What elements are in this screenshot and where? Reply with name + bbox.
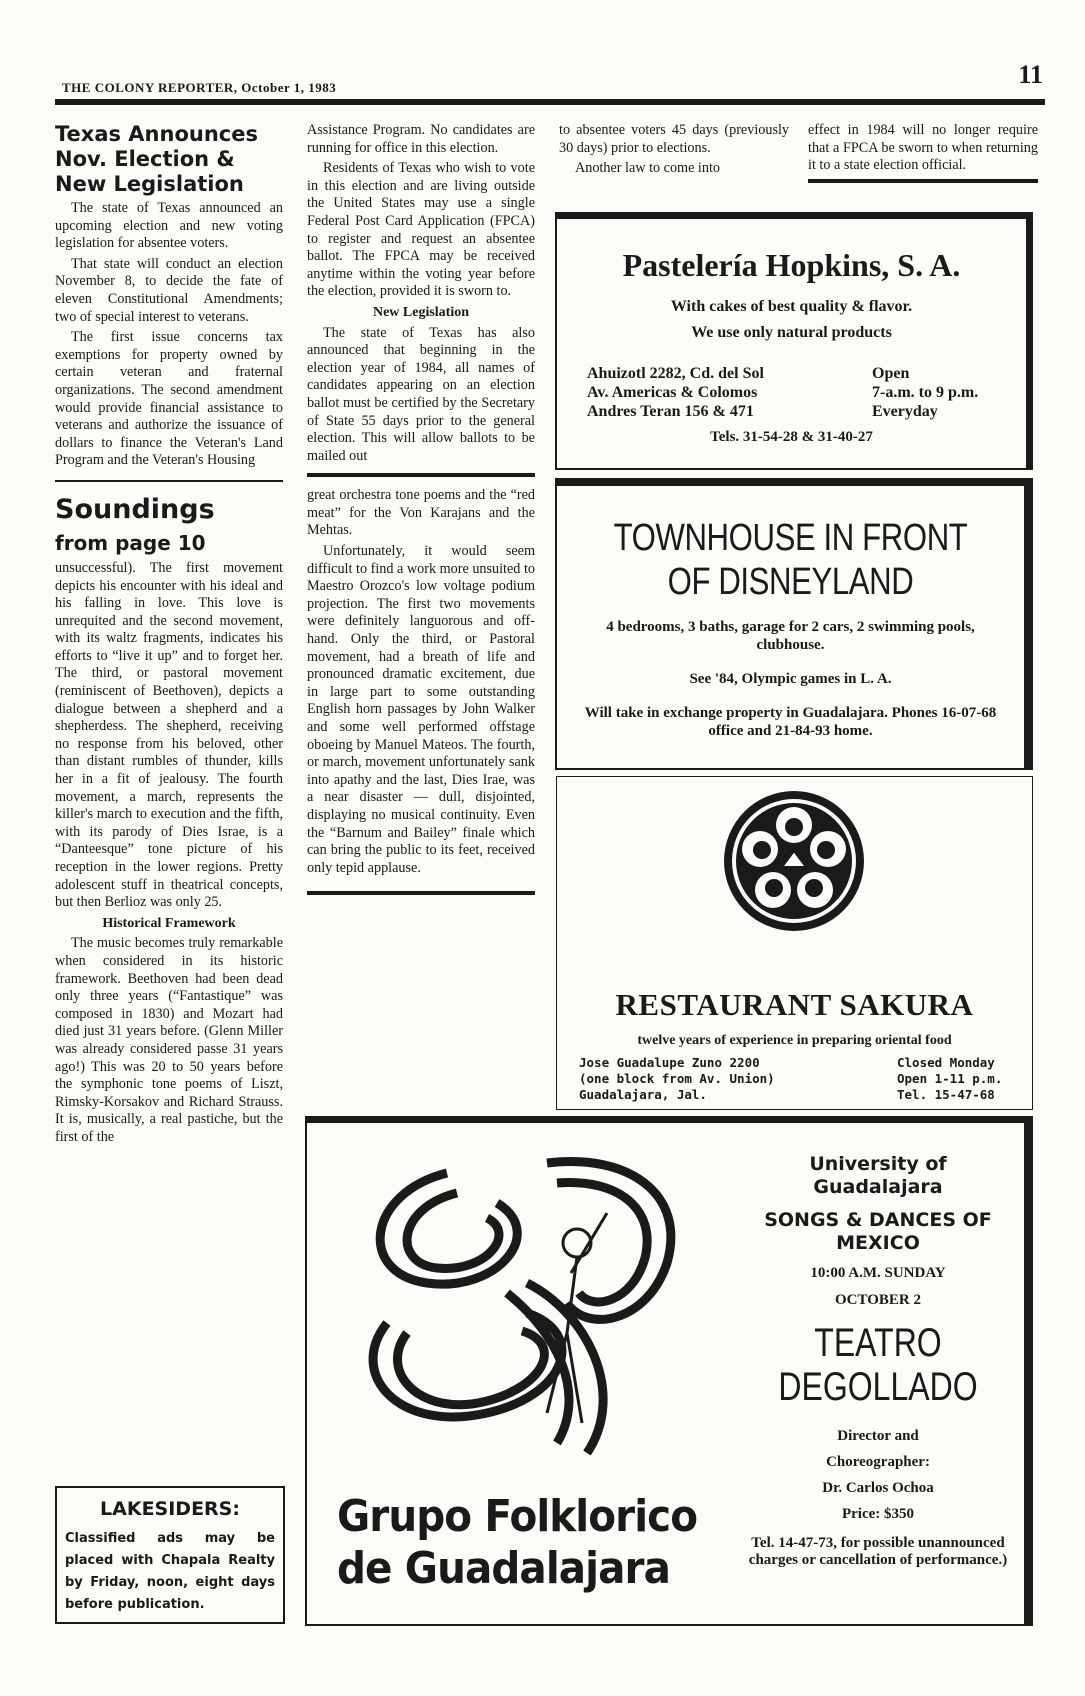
address-line: Jose Guadalupe Zuno 2200 bbox=[579, 1055, 760, 1070]
hours-line: Open 1-11 p.m. bbox=[897, 1071, 1003, 1086]
lakesiders-title: LAKESIDERS: bbox=[100, 1498, 240, 1520]
ad-folklorico-university: University of Guadalajara bbox=[809, 1153, 947, 1198]
soundings-paragraph: unsuccessful). The first movement depicts his encounter with his ideal and his falling in love. This love is unrequited and the second movement, with its waltz fragments, indicates his efforts to “live it up” and to forget her. The third, or pastoral movement (reminiscent of Beethoven), depicts a dialogue between a shepherd and a shepherdess. The shepherd, receiving no response from his beloved, other than distant rumbles of thunder, kills her in a fit of jealousy. The fourth movement, a march, represents the killer's march to execution and the fifth, with its parody of Dies Israe, is a “Danteesque” tone picture of his reception in the lower regions. Pretty adolescent stuff in theatrical concepts, but then Berlioz was only 25. bbox=[55, 559, 283, 911]
address-line: Guadalajara, Jal. bbox=[579, 1087, 707, 1102]
ad-folklorico-group bbox=[337, 1491, 705, 1595]
texas-paragraph: The state of Texas has also announced that beginning in the election year of 1984, all names of candidates appearing on an election ballot must be certified by the Secretary of State 55 days prior to the general election. This will allow ballots to be mailed out bbox=[307, 324, 535, 464]
ad-pasteleria-name: Pastelería Hopkins, S. A. bbox=[622, 247, 961, 283]
price-line: Price: $350 bbox=[841, 1506, 915, 1522]
page-number: 11 bbox=[1018, 60, 1043, 89]
texas-subhead: New Legislation bbox=[372, 304, 470, 320]
ad-sakura-name: RESTAURANT SAKURA bbox=[615, 987, 974, 1022]
address-line: (one block from Av. Union) bbox=[579, 1071, 775, 1086]
texas-paragraph: The state of Texas announced an upcoming election and new voting legislation for absentee voters. bbox=[55, 200, 283, 252]
hours-line: 7-a.m. to 9 p.m. bbox=[872, 384, 979, 401]
ad-townhouse-olympics: See '84, Olympic games in L. A. bbox=[689, 671, 892, 687]
headline-line: OF DISNEYLAND bbox=[667, 561, 914, 603]
group-name-line: de Guadalajara bbox=[337, 1543, 670, 1594]
soundings-subhead: from page 10 bbox=[55, 530, 206, 555]
ad-folklorico-show: SONGS & DANCES OF MEXICO bbox=[764, 1209, 992, 1254]
lakesiders-box bbox=[55, 1486, 285, 1624]
director-line: Dr. Carlos Ochoa bbox=[822, 1480, 934, 1496]
address-line: Av. Americas & Colomos bbox=[587, 384, 758, 401]
ad-townhouse-features: 4 bedrooms, 3 baths, garage for 2 cars, 2 swimming pools, clubhouse. bbox=[606, 619, 975, 653]
venue-line: TEATRO bbox=[814, 1321, 942, 1365]
ad-folklorico-info bbox=[743, 1153, 1013, 1569]
ad-sakura-hours bbox=[897, 1055, 1002, 1103]
divider bbox=[307, 891, 535, 895]
director-line: Director and bbox=[837, 1428, 919, 1444]
hours-line: Everyday bbox=[872, 403, 938, 420]
ad-pasteleria-hours bbox=[872, 364, 978, 421]
lakesiders-body: Classified ads may be placed with Chapala Realty by Friday, noon, eight days before publication. bbox=[65, 1531, 275, 1612]
address-line: Andres Teran 156 & 471 bbox=[587, 403, 754, 420]
ad-sakura bbox=[556, 776, 1033, 1110]
column-4 bbox=[808, 122, 1038, 183]
ad-folklorico-time: 10:00 A.M. SUNDAY bbox=[810, 1265, 946, 1281]
ad-folklorico-tel: Tel. 14-47-73, for possible unannounced charges or cancellation of performance.) bbox=[748, 1535, 1008, 1568]
column-1 bbox=[55, 122, 283, 1150]
address-line: Ahuizotl 2282, Cd. del Sol bbox=[587, 365, 764, 382]
column-3 bbox=[559, 122, 789, 181]
ad-pasteleria-line: We use only natural products bbox=[691, 324, 892, 341]
hours-line: Open bbox=[872, 365, 910, 382]
ad-pasteleria-addresses bbox=[587, 364, 764, 421]
soundings-paragraph: Unfortunately, it would seem difficult to find a work more unsuited to Maestro Orozco's low voltage podium projection. The first two movements were definitely languorous and off-hand. Only the third, or Pastoral movement, had a breath of life and pronounced dramatic excitement, due in large part to some outstanding English horn passages by John Walker and some well performed offstage oboeing by Manuel Mateos. The fourth, or march, movement unfortunately sank into apathy and the last, Dies Irae, was a near disaster — dull, disjointed, displaying no musical continuity. Even the “Barnum and Bailey” finale which can bring the public to its feet, received only tepid applause. bbox=[307, 543, 535, 876]
texas-headline: Texas Announces Nov. Election & New Legislation bbox=[55, 122, 258, 196]
texas-paragraph: Residents of Texas who wish to vote in this election and are living outside the United States may use a single Federal Post Card Application (FPCA) to register and request an absentee ballot. The FPCA may be received anytime within the voting year before the election, provided it is sworn to. bbox=[307, 160, 535, 300]
column-2 bbox=[307, 122, 535, 895]
ad-folklorico-director bbox=[743, 1423, 1013, 1527]
hours-line: Closed Monday bbox=[897, 1055, 995, 1070]
ad-folklorico-venue bbox=[770, 1321, 986, 1409]
ad-sakura-tagline: twelve years of experience in preparing oriental food bbox=[637, 1033, 952, 1048]
texas-paragraph: Assistance Program. No candidates are running for office in this election. bbox=[307, 122, 535, 156]
director-line: Choreographer: bbox=[826, 1454, 930, 1470]
masthead-title: THE COLONY REPORTER, October 1, 1983 bbox=[62, 80, 337, 95]
divider bbox=[808, 179, 1038, 183]
ad-folklorico bbox=[305, 1116, 1033, 1626]
ad-townhouse-contact: Will take in exchange property in Guadalajara. Phones 16-07-68 office and 21-84-93 home. bbox=[584, 705, 997, 739]
texas-paragraph: effect in 1984 will no longer require that a FPCA be sworn to when returning it to a state election official. bbox=[808, 122, 1038, 174]
sakura-flower-icon bbox=[722, 789, 866, 933]
ad-pasteleria-line: With cakes of best quality & flavor. bbox=[670, 298, 913, 315]
ad-sakura-address bbox=[579, 1055, 775, 1103]
venue-line: DEGOLLADO bbox=[778, 1365, 978, 1409]
ad-townhouse-headline bbox=[599, 516, 982, 604]
ad-folklorico-date: OCTOBER 2 bbox=[835, 1292, 921, 1308]
ad-townhouse bbox=[555, 478, 1033, 770]
top-rule bbox=[55, 99, 1045, 105]
texas-paragraph: to absentee voters 45 days (previously 30 days) prior to elections. bbox=[559, 122, 789, 156]
soundings-subhead-historical: Historical Framework bbox=[102, 915, 236, 931]
soundings-paragraph: The music becomes truly remarkable when considered in its historic framework. Beethoven had been dead only three years (“Fantastique” was composed in 1830) and Mozart had died just 31 years before. (Glenn Miller was already considered passe 31 years ago!) This was 20 to 50 years before the symphonic tone poems of Liszt, Rimsky-Korsakov and Richard Strauss. It is, musically, a real pastiche, but the first of the bbox=[55, 935, 283, 1145]
soundings-headline: Soundings bbox=[55, 493, 215, 525]
ad-pasteleria-tels: Tels. 31-54-28 & 31-40-27 bbox=[710, 429, 873, 445]
group-name-line: Grupo Folklorico bbox=[337, 1491, 698, 1542]
texas-paragraph: Another law to come into bbox=[575, 160, 720, 177]
dancer-illustration-icon bbox=[327, 1133, 727, 1493]
tel-line: Tel. 15-47-68 bbox=[897, 1087, 995, 1102]
headline-line: TOWNHOUSE IN FRONT bbox=[613, 517, 968, 559]
soundings-paragraph: great orchestra tone poems and the “red meat” for the Von Karajans and the Mehtas. bbox=[307, 487, 535, 539]
texas-paragraph: That state will conduct an election November 8, to decide the fate of eleven Constitutional Amendments; two of special interest to veterans. bbox=[55, 255, 283, 325]
ad-pasteleria bbox=[555, 212, 1033, 470]
divider bbox=[307, 473, 535, 477]
divider bbox=[55, 480, 283, 482]
texas-paragraph: The first issue concerns tax exemptions for property owned by certain veteran and fraternal organizations. The second amendment would provide financial assistance to veterans and authorize the issuance of dollars to finance the Veteran's Land Program and the Veteran's Housing bbox=[55, 329, 283, 469]
